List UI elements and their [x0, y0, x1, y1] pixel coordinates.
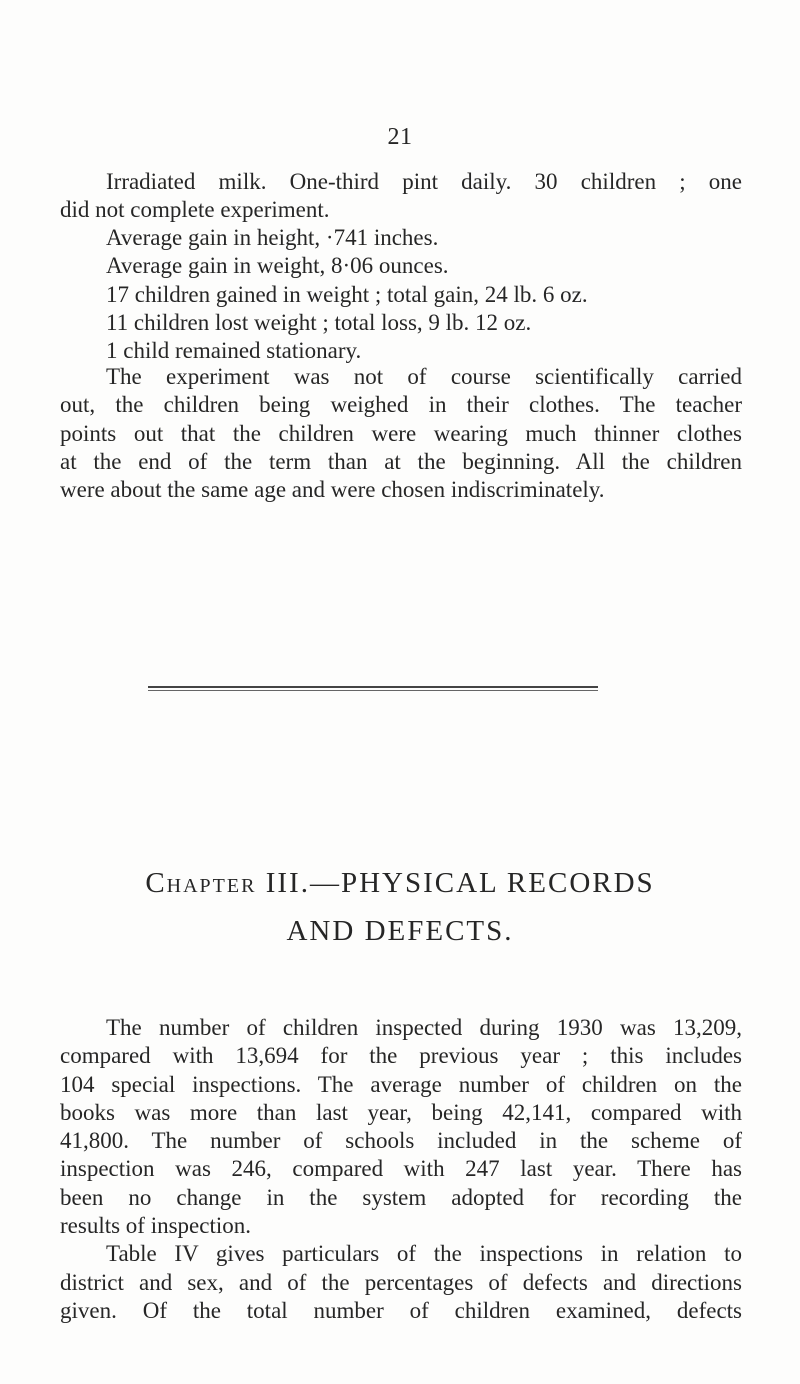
text-line: given. Of the total number of children examined, defects	[60, 1297, 742, 1323]
text-line: district and sex, and of the percentages of defects and directions	[60, 1269, 742, 1295]
experiment-paragraph	[60, 363, 742, 504]
result-item: 11 children lost weight ; total loss, 9 lb. 12 oz.	[106, 309, 532, 335]
result-item: Average gain in weight, 8·06 ounces.	[106, 253, 449, 279]
text-line: were about the same age and were chosen indiscriminately.	[60, 477, 605, 503]
body-paragraph	[60, 1014, 742, 1325]
text-line: compared with 13,694 for the previous year ; this includes	[60, 1043, 742, 1069]
chapter-heading	[0, 860, 800, 906]
page-number: 21	[387, 124, 413, 150]
text-line: books was more than last year, being 42,141, compared with	[60, 1099, 742, 1125]
text-line: points out that the children were wearing much thinner clothes	[60, 420, 742, 446]
text-line: 41,800. The number of schools included in the scheme of	[60, 1128, 742, 1154]
text-line: been no change in the system adopted for recording the	[60, 1184, 742, 1210]
chapter-label: Chapter	[145, 867, 257, 899]
section-divider	[148, 686, 598, 688]
chapter-title-line1: III.—PHYSICAL RECORDS	[265, 867, 655, 899]
chapter-heading-continued	[0, 908, 800, 954]
text-line: The experiment was not of course scientifically carried	[106, 364, 742, 389]
text-line: The number of children inspected during 1930 was 13,209,	[106, 1015, 742, 1040]
text-line: 104 special inspections. The average number of children on the	[60, 1071, 742, 1097]
chapter-title-line2: AND DEFECTS.	[286, 915, 514, 947]
text-line: did not complete experiment.	[60, 197, 330, 223]
text-line: inspection was 246, compared with 247 last year. There has	[60, 1156, 742, 1182]
result-item: Average gain in height, ·741 inches.	[106, 225, 439, 250]
result-item: 17 children gained in weight ; total gain, 24 lb. 6 oz.	[106, 281, 588, 307]
results-list	[106, 224, 746, 365]
text-line: out, the children being weighed in their clothes. The teacher	[60, 392, 742, 418]
text-line: at the end of the term than at the beginning. All the children	[60, 448, 742, 474]
intro-paragraph	[60, 168, 742, 225]
result-item: 1 child remained stationary.	[106, 338, 362, 364]
text-line: Table IV gives particulars of the inspections in relation to	[106, 1241, 742, 1267]
text-line: results of inspection.	[60, 1213, 251, 1239]
text-line: Irradiated milk. One-third pint daily. 30 children ; one	[106, 169, 742, 194]
section-divider-thin	[148, 690, 598, 691]
